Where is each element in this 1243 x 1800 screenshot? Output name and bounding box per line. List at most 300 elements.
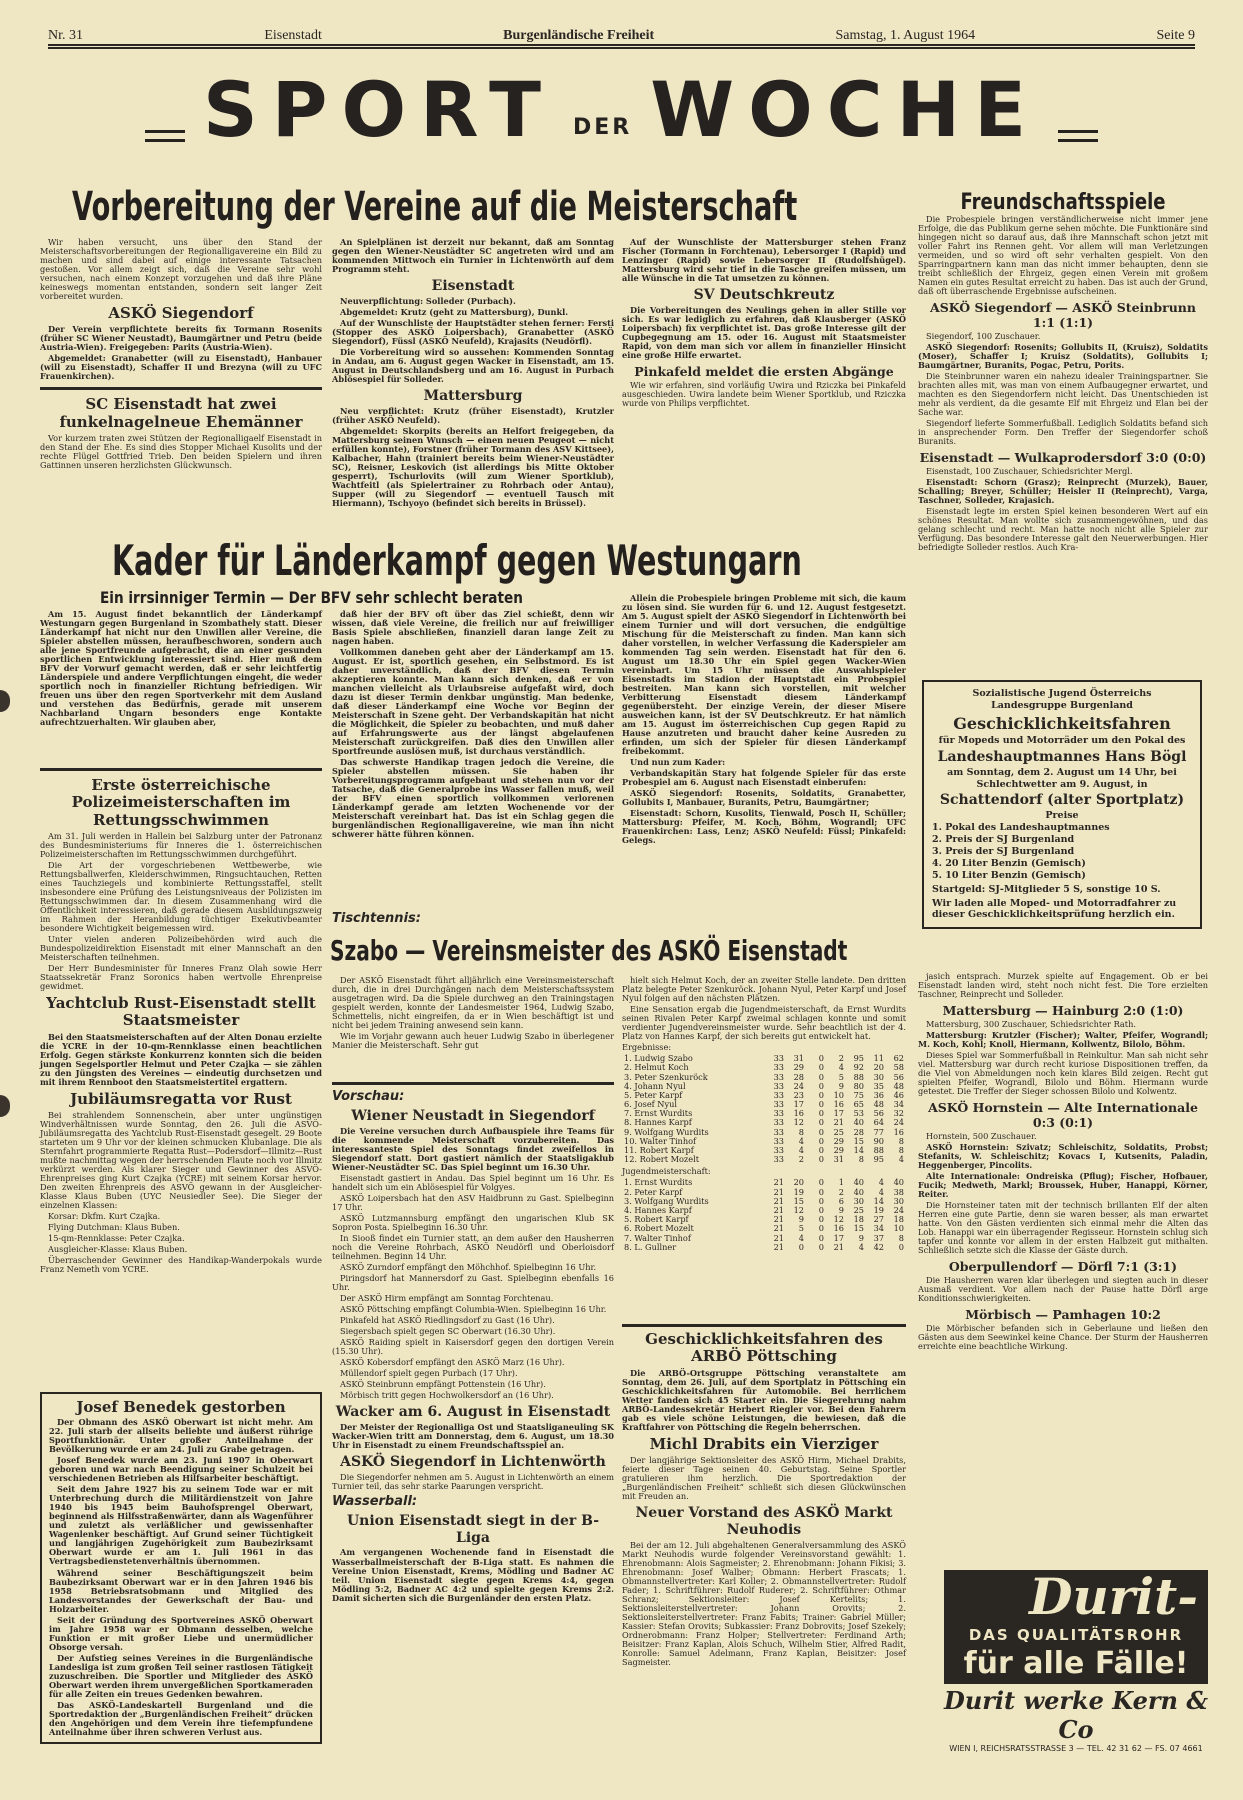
stat-cell: 40: [853, 1177, 864, 1188]
article-title: Neuer Vorstand des ASKÖ Markt Neuhodis: [635, 1504, 893, 1538]
player-name: 3. Peter Szenkuröck: [624, 1071, 708, 1082]
paragraph: ASKÖ Siegendorf: Rosenits, Soldatits, Granabetter, Gollubits I, Manbauer, Buranits, Petru, Baumgärtner;: [622, 788, 906, 808]
stat-cell: 33: [773, 1071, 784, 1082]
results-table: [622, 1054, 906, 1164]
stat-cell: 27: [873, 1214, 884, 1225]
paragraph: Pinkafeld hat ASKÖ Riedlingsdorf zu Gast (16 Uhr).: [340, 1315, 555, 1326]
paragraph: Eisenstadt: Schorn (Grasz); Reinprecht (Murzek), Bauer, Schalling; Breyer, Schüller; Heisler II (Reinprecht), Varga, Taschner, Solleder, Krajasich.: [918, 477, 1208, 506]
stat-cell: 24: [893, 1117, 904, 1128]
kicker-text: Vorschau:: [332, 1089, 405, 1104]
result-line: Ausgleicher-Klasse: Klaus Buben.: [48, 1244, 188, 1255]
paragraph: daß hier der BFV oft über das Ziel schießt, denn wir wissen, daß viele Vereine, die freilich nur auf freiwilliger Basis Spiele abschließen, finanziell daran lange Zeit zu nagen haben.: [332, 609, 614, 647]
stat-cell: 48: [873, 1099, 884, 1110]
stat-cell: 4: [898, 1154, 904, 1165]
paragraph: Der Obmann des ASKÖ Oberwart ist nicht mehr. Am 22. Juli starb der allseits beliebte und äußerst rührige Sportfunktionär. Unter großer Anteilnahme der Bevölkerung wurde er am 24. Juli zu Grabe getragen.: [49, 1417, 313, 1455]
stat-cell: 31: [833, 1154, 844, 1165]
stat-cell: 33: [773, 1145, 784, 1155]
paragraph: Auf der Wunschliste der Mattersburger stehen Franz Fischer (Tormann in Forchtenau), Lebersorger I (Rapid) und Lenzinger (Rapid) sowie Lebersorger II (Rudolfshügel). Mattersburg wird sehr tief in die Tasche greifen müssen, um alle Wünsche in die Tat umsetzen zu können.: [622, 237, 906, 284]
paragraph: Neu verpflichtet: Krutz (früher Eisenstadt), Krutzler (früher ASKÖ Neufeld).: [332, 405, 614, 425]
paragraph: Dieses Spiel war Sommerfußball in Reinkultur. Man sah nicht sehr viel. Mattersburg war durch recht kuriose Dispositionen treffen, da die Viel von Abmeldungen noch kein klares Bild zeigen. Recht gut spielten Pfeifer, Wograndl, Bilolo und Böhm. Hiermann wurde getestet. Die Treffer der Sieger schossen Bilolo und Kolwentz.: [918, 1050, 1208, 1097]
szabo-col2: [332, 976, 614, 1052]
masthead-woche: WOCHE: [650, 64, 1040, 154]
stat-cell: 30: [893, 1195, 904, 1206]
masthead-sport: SPORT: [203, 64, 556, 154]
paragraph: Mörbisch tritt gegen Hochwolkersdorf an (16 Uhr).: [340, 1390, 554, 1401]
paragraph: Abgemeldet: Krutz (geht zu Mattersburg), Dunkl.: [340, 306, 569, 317]
paragraph: Seit dem Jahre 1927 bis zu seinem Tode war er mit Unterbrechung durch die Militärdienstzeit von Jahre 1940 bis 1945 beim Bauhofsprengel Oberwart, beginnend als Hilfsstraßenwärter, dann als Wagenführer und zuletzt als verläßlicher und gewissenhafter Wagenlenker beschäftigt. Auf Grund seiner Tüchtigkeit und langjährigen Zugehörigkeit zum Baubezirksamt Oberwart wurde er am 1. Juli 1961 in das Vertragsbedienstetenverhältnis übernommen.: [49, 1484, 313, 1567]
stat-cell: 23: [793, 1089, 804, 1100]
stat-cell: 65: [853, 1099, 864, 1110]
paragraph: Mattersburg: Krutzler (Fischer); Walter, Pfeifer, Wograndl; M. Koch, Kohl; Knoll, Hiermann, Kollwentz, Bilolo, Böhm.: [918, 1030, 1208, 1050]
column3-lower: [622, 1322, 906, 1669]
stat-cell: 4: [798, 1145, 804, 1155]
stat-cell: 0: [818, 1186, 824, 1197]
paragraph: Wie wir erfahren, sind vorläufig Uwira und Rziczka bei Pinkafeld ausgeschieden. Uwira landete beim Wiener Sportklub, und Rziczka wurde von Philips verpflichtet.: [622, 379, 906, 408]
stat-cell: 0: [818, 1117, 824, 1128]
player-name: 1. Ludwig Szabo: [624, 1053, 693, 1064]
paragraph: Bei der am 12. Juli abgehaltenen Generalversammlung des ASKÖ Markt Neuhodis wurde folgender Vereinsvorstand gewählt: 1. Ehrenobmann: Alois Sagmeister; 2. Ehrenobmann: Johann Fikisi; 3. Ehrenobmann: Josef Walber; Obmann: Herbert Frascats; 1. Obmannstellvertreter: Karl Koller; 2. Obmannstellvertreter: Rudolf Fader; 1. Schriftführer: Rudolf Ruderer; 2. Schriftführer: Othmar Schranz; Sektionsleiter: Josef Kertelits; 1. Sektionsleiterstellvertreter: Johann Orovits; 2. Sektionsleiterstellvertreter: Franz Fabits; Trainer: Gabriel Müller; Kassier: Stefan Orovits; Subkassier: Franz Dobrovits; Josef Szekely; Ordnerobmann: Franz Holper; Stellvertreter: Ferdinand Arth; Beisitzer: Franz Kaplan, Alois Schuch, Wilhelm Stier, Alfred Radit, Konrolle: Samuel Adelmann, Franz Kaplan, Beisitzer: Josef Sagmeister.: [622, 1539, 906, 1667]
paragraph: Abgemeldet: Granabetter (will zu Eisenstadt), Hanbauer (will zu Eisenstadt), Schaffer II und Brezyna (will zu UFC Frauenkirchen).: [40, 353, 322, 382]
stat-cell: 21: [773, 1232, 784, 1243]
section-title: Mattersburg: [423, 388, 523, 404]
stat-cell: 46: [893, 1089, 904, 1100]
paragraph: Die Steinbrunner waren ein nahezu idealer Trainingspartner. Sie brachten alles mit, was man von einem Aufbaugegner erwartet, und machten es den Siegendorfern nicht leicht. Das Unentschieden ist mehr als verdient, da die gesamte Elf mit Ehrgeiz und Elan bei der Sache war.: [918, 371, 1208, 418]
match-title: Mörbisch — Pamhagen 10:2: [965, 1307, 1161, 1323]
article-title: Wacker am 6. August in Eisenstadt: [335, 1404, 611, 1421]
stat-cell: 0: [818, 1135, 824, 1146]
stat-cell: 0: [818, 1154, 824, 1165]
player-name: 2. Helmut Koch: [624, 1062, 689, 1073]
section-title: ASKÖ Siegendorf: [108, 304, 254, 323]
paragraph: Mattersburg, 300 Zuschauer, Schiedsrichter Rath.: [926, 1019, 1136, 1030]
stat-cell: 4: [858, 1241, 864, 1252]
stat-cell: 14: [853, 1145, 864, 1155]
ad-title: Geschicklichkeitsfahren: [953, 713, 1171, 733]
match-title: Mattersburg — Hainburg 2:0 (1:0): [942, 1003, 1184, 1019]
paragraph: Piringsdorf hat Mannersdorf zu Gast. Spielbeginn ebenfalls 16 Uhr.: [332, 1273, 614, 1293]
sj-event-ad: [922, 680, 1202, 929]
paragraph: Die ARBÖ-Ortsgruppe Pöttsching veranstaltete am Sonntag, dem 26. Juli, auf dem Sportplatz in Pöttsching ein Geschicklichkeitsfahren für Automobile. Bei herrlichem Wetter fanden sich 45 Starter ein. Die Siegerehrung nahm ARBÖ-Landessekretär Herbert Riegler vor. Bei den Fahrern gab es viele schöne Leistungen, die bewiesen, daß die Kraftfahrer von Pöttsching die Regeln beherrschen.: [622, 1367, 906, 1432]
stat-cell: 40: [853, 1117, 864, 1128]
paragraph: Bei strahlendem Sonnenschein, aber unter ungünstigen Windverhältnissen wurde Sonntag, den 26. Juli die ASVÖ-Jubiläumsregatta des Yachtclub Rust-Eisenstadt gesegelt. 29 Boote starteten um 9 Uhr vor der kleinen schmucken Klubanlage. Die als Sternfahrt programmierte Regatta Rust—Podersdorf—Illmitz—Rust mußte nachmittag wegen der herrschenden Flaute noch vor Illmitz verkürzt werden. Als klarer Sieger und Gewinner des ASVÖ-Ehrenpreises ging Kurt Czajka (YCRE) mit seinem Korsar hervor. Den zweiten Ehrenpreis des ASVÖ gewann in der Ausgleicher-Klasse Klaus Buben (UYC Neusiedler See). Die Sieger der einzelnen Klassen:: [40, 1109, 322, 1211]
result-line: Flying Dutchman: Klaus Buben.: [48, 1222, 180, 1233]
ad-org: Landesgruppe Burgenland: [991, 699, 1133, 711]
friendly-games-bottom: [918, 972, 1208, 1353]
kader-headline: [112, 536, 832, 585]
ad-patron: Landeshauptmannes Hans Bögl: [937, 748, 1187, 765]
paragraph: Müllendorf spielt gegen Purbach (17 Uhr).: [340, 1368, 518, 1379]
paragraph: Eisenstadt, 100 Zuschauer, Schiedsrichter Mergl.: [926, 466, 1133, 477]
stat-cell: 40: [853, 1186, 864, 1197]
stat-cell: 0: [818, 1223, 824, 1234]
paragraph: Der ASKÖ Eisenstadt führt alljährlich eine Vereinsmeisterschaft durch, die in drei Durchgängen nach dem Meisterschaftssystem ausgetragen wird. Da die Spiele durchweg an den Trainingstagen gespielt werden, konnte der Landesmeister 1964, Ludwig Szabo, Schmettelis, nicht eingreifen, da er in Wien beschäftigt ist und nicht bei jedem Training anwesend sein kann.: [332, 975, 614, 1031]
stat-cell: 64: [873, 1117, 884, 1128]
ad-address: WIEN I, REICHSRATSSTRASSE 3 — TEL. 42 31 62 — FS. 07 4661: [949, 1743, 1203, 1753]
stat-cell: 0: [818, 1080, 824, 1091]
stat-cell: 35: [873, 1080, 884, 1091]
stat-cell: 80: [853, 1080, 864, 1091]
stat-cell: 40: [893, 1177, 904, 1188]
stat-cell: 16: [793, 1108, 804, 1119]
stat-cell: 95: [873, 1154, 884, 1165]
stat-cell: 18: [893, 1214, 904, 1225]
stat-cell: 15: [853, 1223, 864, 1234]
stat-cell: 21: [773, 1186, 784, 1197]
stat-cell: 48: [893, 1080, 904, 1091]
paragraph: Der Herr Bundesminister für Inneres Franz Olah sowie Herr Staatssekretär Franz Soronics haben wertvolle Ehrenpreise gewidmet.: [40, 962, 322, 991]
stat-cell: 0: [818, 1195, 824, 1206]
ad-subtitle: für Mopeds und Motorräder um den Pokal des: [938, 734, 1186, 746]
stat-cell: 21: [773, 1177, 784, 1188]
decor-bars: [145, 130, 185, 142]
paragraph: Siegendorf, 100 Zuschauer.: [926, 331, 1041, 342]
kader-col2: [332, 610, 614, 841]
stat-cell: 12: [793, 1204, 804, 1215]
stat-cell: 30: [873, 1071, 884, 1082]
stat-cell: 28: [793, 1071, 804, 1082]
paragraph: ASKÖ Kobersdorf empfängt den ASKÖ Marz (16 Uhr).: [340, 1357, 565, 1368]
paragraph: Unter vielen anderen Polizeibehörden wird auch die Bundespolizeidirektion Eisenstadt mit einer Mannschaft an den Meisterschaften teilnehmen.: [40, 933, 322, 962]
benedek-obituary-box: [40, 1392, 322, 1744]
ad-prize: 3. Preis der SJ Burgenland: [932, 846, 1075, 857]
stat-cell: 21: [833, 1117, 844, 1128]
player-name: 8. Hannes Karpf: [624, 1117, 692, 1128]
ad-dark-panel: [944, 1567, 1208, 1684]
subhead-text: Ein irrsinniger Termin — Der BFV sehr schlecht beraten: [100, 588, 523, 607]
player-name: 10. Walter Tinhof: [624, 1135, 697, 1146]
player-name: 6. Josef Nyul: [624, 1099, 677, 1110]
paragraph: An Spielplänen ist derzeit nur bekannt, daß am Sonntag gegen den Wiener-Neustädter SC angetreten wird und am kommenden Mittwoch ein Turnier in Lichtenwörth auf dem Programm steht.: [332, 237, 614, 275]
stat-cell: 11: [873, 1053, 884, 1064]
stat-cell: 0: [818, 1062, 824, 1073]
stat-cell: 9: [838, 1204, 844, 1215]
headline-text: Vorbereitung der Vereine auf die Meisterschaft: [72, 184, 798, 230]
article-title: Yachtclub Rust-Eisenstadt stellt Staatsmeister: [46, 994, 316, 1030]
stat-cell: 0: [818, 1108, 824, 1119]
paragraph: Abgemeldet: Skorpits (bereits an Helfort freigegeben, da Mattersburg seinen Wunsch — einen neuen Peugeot — nicht erfüllen konnte), Forstner (früher Tormann des ASV Kittsee), Kalbacher, Hahn (trainiert bereits beim Wiener-Neustädter SC), Reisner, Leskovich (ist allerdings bis Mitte Oktober gesperrt), Tschurlovits (will zum Wiener Sportklub), Wachtfeitl (als Spielertrainer zu Rohrbach oder Antau), Supper (will zu Siegendorf — eventuell Tausch mit Hiermann), Tschyoyo (befindet sich bereits in Brüssel).: [332, 425, 614, 508]
stat-cell: 88: [853, 1071, 864, 1082]
stat-cell: 9: [838, 1080, 844, 1091]
divider: [622, 1324, 906, 1327]
stat-cell: 32: [893, 1108, 904, 1119]
stat-cell: 33: [773, 1053, 784, 1064]
stat-cell: 92: [853, 1062, 864, 1073]
results-label: Ergebnisse:: [622, 1042, 672, 1053]
stat-cell: 36: [873, 1089, 884, 1100]
paragraph: ASKÖ Raiding spielt in Kaisersdorf gegen den dortigen Verein (15.30 Uhr).: [332, 1337, 614, 1357]
stat-cell: 10: [833, 1089, 844, 1100]
article-title: Josef Benedek gestorben: [76, 1398, 286, 1416]
stat-cell: 38: [893, 1186, 904, 1197]
column1-lower: [40, 762, 322, 1276]
city: Eisenstadt: [264, 28, 322, 43]
paragraph: Eisenstadt gastiert in Andau. Das Spiel beginnt um 16 Uhr. Es handelt sich um ein Ablösespiel für Volgyes.: [332, 1172, 614, 1192]
masthead-der: DER: [573, 115, 633, 140]
stat-cell: 0: [818, 1232, 824, 1243]
ad-invite: Wir laden alle Moped- und Motorradfahrer zu dieser Geschicklichkeitsprüfung herzlich ein.: [932, 897, 1177, 921]
header-rule: [48, 44, 1195, 49]
player-name: 12. Robert Mozelt: [624, 1154, 699, 1165]
paragraph: jasich entsprach. Murzek spielte auf Engagement. Ob er bei Eisenstadt landen wird, steht noch nicht fest. Die Tore erzielten Taschner, Reinprecht und Solleder.: [918, 971, 1208, 1000]
stat-cell: 17: [793, 1099, 804, 1110]
stat-cell: 0: [818, 1053, 824, 1064]
player-name: 11. Robert Karpf: [624, 1145, 694, 1155]
ad-tagline: DAS QUALITÄTSROHR: [968, 1626, 1184, 1644]
decor-bars: [1058, 130, 1098, 142]
article-title: Jubiläumsregatta vor Rust: [70, 1089, 292, 1108]
stat-cell: 0: [818, 1089, 824, 1100]
paragraph: Das ASKÖ-Landeskartell Burgenland und die Sportredaktion der „Burgenländischen Freiheit“ drücken den Angehörigen und dem Verein ihre tiefempfundene Anteilnahme über ihren schweren Verlust aus.: [49, 1699, 313, 1737]
stat-cell: 29: [793, 1062, 804, 1073]
masthead: [48, 64, 1195, 154]
ad-date: am Sonntag, dem 2. August um 14 Uhr, bei Schlechtwetter am 9. August, in: [947, 766, 1177, 790]
player-name: 3. Wolfgang Wurdits: [624, 1195, 709, 1206]
page-header: [48, 14, 1195, 44]
stat-cell: 21: [773, 1241, 784, 1252]
player-name: 1. Ernst Wurdits: [624, 1177, 693, 1188]
paragraph: ASKÖ Steinbrunn empfängt Pottenstein (16 Uhr).: [340, 1379, 546, 1390]
paragraph: Die Hausherren waren klar überlegen und siegten auch in dieser Ausmaß verdient. Vor allem nach der Pause hatte Dörfl arge Konditionsschwierigkeiten.: [918, 1275, 1208, 1304]
ad-slogan: für alle Fälle!: [963, 1646, 1189, 1681]
player-name: 7. Ernst Wurdits: [624, 1108, 693, 1119]
paragraph: Verbandskapitän Stary hat folgende Spieler für das erste Probespiel am 6. August nach Eisenstadt einberufen:: [622, 768, 906, 788]
stat-cell: 28: [853, 1126, 864, 1137]
ad-prize: 5. 10 Liter Benzin (Gemisch): [932, 869, 1086, 881]
paragraph: Josef Benedek wurde am 23. Juni 1907 in Oberwart geboren und war nach Beendigung seiner Schulzeit bei verschiedenen Betrieben als Hilfsarbeiter beschäftigt.: [49, 1455, 313, 1484]
stat-cell: 2: [798, 1154, 804, 1165]
paragraph: Der ASKÖ Hirm empfängt am Sonntag Forchtenau.: [340, 1293, 554, 1304]
stat-cell: 31: [793, 1053, 804, 1064]
stat-cell: 17: [833, 1108, 844, 1119]
stat-cell: 5: [838, 1071, 844, 1082]
column2-lower: [332, 1078, 614, 1605]
paragraph: Und nun zum Kader:: [630, 757, 726, 768]
stat-cell: 34: [873, 1223, 884, 1234]
stat-cell: 42: [873, 1241, 884, 1252]
divider: [332, 1082, 614, 1085]
stat-cell: 33: [773, 1117, 784, 1128]
stat-cell: 0: [898, 1241, 904, 1252]
paragraph: In Siooß findet ein Turnier statt, an dem außer den Hausherren noch die Vereine Rohrbach, ASKÖ Neudörfl und Oberloisdorf teilnehmen. Beginn 14 Uhr.: [332, 1232, 614, 1261]
stat-cell: 8: [898, 1232, 904, 1243]
paragraph: Am 15. August findet bekanntlich der Länderkampf Westungarn gegen Burgenland in Szombathely statt. Dieser Länderkampf hat nicht nur den Unwillen aller Vereine, die Spieler abstellen müssen, heraufbeschworen, sondern auch alle jene Sportfreunde aufgebracht, die an einer gesunden sportlichen Entwicklung interessiert sind. Hier muß dem BFV der Vorwurf gemacht werden, daß er sehr leichtfertig Länderspiele und andere Verpflichtungen eingeht, die weder sportlich noch in finanzieller Richtung befriedigen. Wir freuen uns über den regen Sportverkehr mit dem Ausland und verstehen das Bedürfnis, gerade mit unserem Nachbarland Ungarn besonders enge Kontakte aufrechtzuerhalten. Wir glauben aber,: [40, 609, 322, 728]
youth-results-table: [622, 1178, 906, 1252]
ad-prize: 4. 20 Liter Benzin (Gemisch): [932, 857, 1086, 869]
stat-cell: 90: [873, 1135, 884, 1146]
paragraph: Die Vorbereitung wird so aussehen: Kommenden Sonntag in Andau, am 6. August gegen Wacker in Eisenstadt, am 15. August in Deutschlandsberg und am 16. August in Purbach Ablösespiel für Solleder.: [332, 346, 614, 384]
headline-text: Freundschaftsspiele: [960, 190, 1166, 215]
section-title: SV Deutschkreutz: [693, 287, 835, 304]
stat-cell: 25: [833, 1126, 844, 1137]
player-name: 8. L. Gullner: [624, 1241, 677, 1252]
stat-cell: 0: [818, 1099, 824, 1110]
stat-cell: 33: [773, 1154, 784, 1165]
kader-col1: [40, 610, 322, 729]
player-name: 9. Wolfgang Wurdits: [624, 1126, 709, 1137]
stat-cell: 20: [873, 1062, 884, 1073]
stat-cell: 0: [798, 1241, 804, 1252]
stat-cell: 0: [818, 1204, 824, 1215]
paragraph: Die Art der vorgeschriebenen Wettbewerbe, wie Rettungsballwerfen, Kleiderschwimmen, Ringsuchtauchen, Retten eines Tauchziegels und kombinierte Rettungsstaffel, stellt insbesondere eine Prüfung des Leistungsniveaus der Polizisten im Rettungsschwimmen dar. In diesem Zusammenhang wird die Öffentlichkeit interessieren, daß gerade diesem Ausbildungszweig im Rahmen der Heranbildung tüchtiger Exekutivbeamter besondere Wichtigkeit beigemessen wird.: [40, 859, 322, 933]
paragraph: Die Vorbereitungen des Neulings gehen in aller Stille vor sich. Es war lediglich zu erfahren, daß Klausberger (ASKÖ Loipersbach) fix verpflichtet ist. Das große Interesse gilt der Cupbegegnung am 15. oder 16. August mit Staatsmeister Rapid, von dem man sich vor allem in finanzieller Hinsicht eine große Hilfe erwartet.: [622, 304, 906, 360]
section-title: Pinkafeld meldet die ersten Abgänge: [634, 363, 894, 379]
stat-cell: 19: [793, 1186, 804, 1197]
paragraph: Der Verein verpflichtete bereits fix Tormann Rosenits (früher SC Wiener Neustadt), Baumgärtner und Petru (beide Austria-Wien). Freigegeben: Parits (Austria-Wien).: [40, 324, 322, 353]
stat-cell: 10: [893, 1223, 904, 1234]
article-title: ASKÖ Siegendorf in Lichtenwörth: [340, 1454, 606, 1471]
stat-cell: 88: [873, 1145, 884, 1155]
paragraph: Der Meister der Regionalliga Ost und Staatsliganeuling SK Wacker-Wien tritt am Donnerstag, dem 6. August, um 18.30 Uhr in Eisenstadt zu einem Freundschaftsspiel an.: [332, 1422, 614, 1451]
stat-cell: 16: [893, 1126, 904, 1137]
paragraph: Auf der Wunschliste der Hauptstädter stehen ferner: Fersti (Stopper des ASKÖ Loipersbach), Granabetter (ASKÖ Siegendorf), Füssl (ASKÖ Neufeld), Krajasits (Neudörfl).: [332, 317, 614, 346]
ad-location: Schattendorf (alter Sportplatz): [939, 792, 1185, 809]
paragraph: Alte Internationale: Ondreiska (Pflug); Fischer, Hofbauer, Fucik; Medweth, Markl; Broussek, Huber, Hanappi, Körner, Reiter.: [918, 1171, 1208, 1200]
divider: [40, 768, 322, 771]
stat-cell: 8: [898, 1135, 904, 1146]
headline-text: Szabo — Vereinsmeister des ASKÖ Eisenstadt: [330, 934, 848, 967]
paragraph: Der langjährige Sektionsleiter des ASKÖ Hirm, Michael Drabits, feierte dieser Tage seinen 40. Geburtstag. Seine Sportler gratulieren ihm herzlich. Die Sportredaktion der „Burgenländischen Freiheit“ schließt sich diesen Glückwünschen mit Freuden an.: [622, 1454, 906, 1501]
stat-cell: 17: [833, 1232, 844, 1243]
match-title: ASKÖ Siegendorf — ASKÖ Steinbrunn 1:1 (1:1): [930, 300, 1196, 331]
ad-fee: Startgeld: SJ-Mitglieder 5 S, sonstige 10 S.: [932, 883, 1161, 895]
stat-cell: 53: [853, 1108, 864, 1119]
player-name: 4. Johann Nyul: [624, 1080, 686, 1091]
kader-col3: [622, 594, 906, 847]
stat-cell: 2: [838, 1053, 844, 1064]
paper-name: Burgenländische Freiheit: [503, 28, 655, 43]
stat-cell: 77: [873, 1126, 884, 1137]
article-title: Michl Drabits ein Vierziger: [649, 1434, 879, 1453]
paragraph: Siegendorf lieferte Sommerfußball. Lediglich Soldatits befand sich in ansprechender Form. Den Treffer der Siegendorfer schoß Buranits.: [918, 418, 1208, 447]
paragraph: Am 31. Juli werden in Hallein bei Salzburg unter der Patronanz des Bundesministeriums für Inneres die 1. österreichischen Polizeimeisterschaften im Rettungsschwimmen durchgeführt.: [40, 830, 322, 859]
stat-cell: 0: [818, 1126, 824, 1137]
stat-cell: 5: [798, 1223, 804, 1234]
lead-headline: [72, 184, 872, 230]
paragraph: hielt sich Helmut Koch, der an zweiter Stelle landete. Den dritten Platz belegte Peter Szenkuröck. Johann Nyul, Peter Karpf und Josef Nyul folgen auf den nächsten Plätzen.: [622, 975, 906, 1004]
kader-subhead: [100, 588, 600, 607]
stat-cell: 25: [853, 1204, 864, 1215]
stat-cell: 2: [838, 1186, 844, 1197]
paragraph: Die Vereine versuchen durch Aufbauspiele ihre Teams für die kommende Meisterschaft vorzubereiten. Das interessanteste Spiel des Sonntags findet zweifellos in Siegendorf statt. Dort gastiert nämlich der Staatsligaklub Wiener-Neustädter SC. Das Spiel beginnt um 16.30 Uhr.: [332, 1125, 614, 1172]
results-row: [622, 1243, 906, 1252]
paragraph: Hornstein, 500 Zuschauer.: [926, 1131, 1037, 1142]
paragraph: Vollkommen daneben geht aber der Länderkampf am 15. August. Er ist, sportlich gesehen, ein Selbstmord. Es ist daher unverständlich, daß der BFV diesen Termin akzeptieren konnte. Man kann sich denken, daß er von manchen vielleicht als Urlaubsreise aufgefaßt wird, doch dazu ist dieser Termin denkbar ungünstig. Man bedenke, daß dieser Länderkampf eine Woche vor Beginn der Meisterschaft in Szene geht. Der Verbandskapitän hat nicht die Möglichkeit, die Spieler zu beobachten, und muß daher auf Erfahrungswerte aus der längst abgelaufenen Meisterschaft zurückgreifen. Daß dies den Unwillen aller Sportfreunde auslösen muß, ist durchaus verständlich.: [332, 647, 614, 757]
paragraph: Die Hornsteiner taten mit der technisch brillanten Elf der alten Herren eine gute Partie, denn sie waren besser, als man erwartet hatte. Von den Gästen verdienten sich einmal mehr die Alten das Lob. Hanappi war ein überragender Regisseur. Hornstein schlug sich tapfer und konnte vor allem in der ersten Halbzeit gut mithalten. Schließlich setzte sich die Klasse der Gäste durch.: [918, 1200, 1208, 1256]
stat-cell: 0: [818, 1071, 824, 1082]
stat-cell: 8: [858, 1154, 864, 1165]
youth-label: Jugendmeisterschaft:: [622, 1166, 711, 1177]
stat-cell: 56: [893, 1071, 904, 1082]
stat-cell: 16: [833, 1223, 844, 1234]
paragraph: Eine Sensation ergab die Jugendmeisterschaft, da Ernst Wurdits seinen Rivalen Peter Karpf zweimal schlagen konnte und somit verdienter Jugendvereinsmeister wurde. Sehr beachtlich ist der 4. Platz von Hannes Karpf, der sich bereits gut entwickelt hat.: [622, 1004, 906, 1042]
stat-cell: 58: [893, 1062, 904, 1073]
stat-cell: 4: [878, 1177, 884, 1188]
stat-cell: 16: [833, 1099, 844, 1110]
article-title: Union Eisenstadt siegt in der B-Liga: [346, 1512, 600, 1546]
paragraph: Überraschender Gewinner des Handikap-Wanderpokals wurde Franz Nemeth vom YCRE.: [40, 1255, 322, 1275]
stat-cell: 8: [898, 1145, 904, 1155]
article-title: SC Eisenstadt hat zwei funkelnagelneue Ehemänner: [59, 395, 303, 431]
results-row: [622, 1155, 906, 1164]
player-name: 4. Hannes Karpf: [624, 1204, 692, 1215]
headline-text: Kader für Länderkampf gegen Westungarn: [112, 536, 802, 585]
stat-cell: 33: [773, 1099, 784, 1110]
paragraph: ASKÖ Zurndorf empfängt den Möhchhof. Spielbeginn 16 Uhr.: [340, 1262, 597, 1273]
match-title: Eisenstadt — Wulkaprodersdorf 3:0 (0:0): [919, 450, 1207, 466]
punch-hole: [0, 690, 10, 712]
stat-cell: 18: [853, 1214, 864, 1225]
paragraph: Die Probespiele bringen verständlicherweise nicht immer jene Erfolge, die das Publikum gerne sehen möchte. Die Funktionäre sind hingegen nicht so darauf aus, daß ihre Mannschaft schon jetzt mit voller Fahrt ins Rennen geht. Vor allem will man Verletzungen vermeiden, und so wird oft sehr verhalten gespielt. Von den Sparringpartnern kann man das nicht immer behaupten, denn sie treibt schließlich der Ehrgeiz, gegen einen Verein mit großem Namen ein gutes Resultat erreicht zu haben. Das ist auch der Grund, daß oft überraschende Ergebnisse aufscheinen.: [918, 214, 1208, 297]
stat-cell: 19: [873, 1204, 884, 1215]
paragraph: Seit der Gründung des Sportvereines ASKÖ Oberwart im Jahre 1958 war er Obmann desselben, welche Funktion er mit großer Liebe und unermüdlicher Obsorge versah.: [49, 1614, 313, 1652]
stat-cell: 95: [853, 1053, 864, 1064]
paragraph: Siegersbach spielt gegen SC Oberwart (16.30 Uhr).: [340, 1326, 556, 1337]
player-name: 2. Peter Karpf: [624, 1186, 683, 1197]
punch-hole: [0, 1095, 10, 1117]
durit-advertisement: [944, 1567, 1209, 1753]
stat-cell: 33: [773, 1080, 784, 1091]
stat-cell: 29: [833, 1135, 844, 1146]
player-name: 7. Walter Tinhof: [624, 1232, 691, 1243]
stat-cell: 14: [873, 1195, 884, 1206]
stat-cell: 0: [818, 1145, 824, 1155]
szabo-headline: [330, 934, 900, 967]
stat-cell: 29: [833, 1145, 844, 1155]
match-title: ASKÖ Hornstein — Alte Internationale 0:3 (0:1): [928, 1100, 1198, 1131]
paragraph: Das schwerste Handikap tragen jedoch die Vereine, die Spieler abstellen müssen. Sie haben ihr Vorbereitungsprogramm aufgebaut und stehen nun vor der Tatsache, daß die Generalprobe ins Wasser fallen muß, weil der BFV einen sportlich vollkommen verlorenen Länderkampf gerade am letzten Wochenende vor der Meisterschaft vereinbart hat. Das ist ein Schlag gegen die burgenländischen Regionalligavereine, wie man ihn nicht schwerer hätte führen können.: [332, 757, 614, 840]
ad-org: Sozialistische Jugend Österreichs: [972, 688, 1152, 699]
szabo-col3: [622, 976, 906, 1252]
divider: [40, 387, 322, 390]
issue-number: Nr. 31: [48, 28, 83, 43]
stat-cell: 21: [773, 1223, 784, 1234]
player-name: 5. Robert Karpf: [624, 1214, 689, 1225]
stat-cell: 24: [893, 1204, 904, 1215]
paragraph: Eisenstadt legte im ersten Spiel keinen besonderen Wert auf ein schönes Resultat. Man wollte sich zusammengewöhnen, und das gelang schlecht und recht. Man hatte noch nicht alle Spieler zur Verfügung. Das besondere Interesse galt den Neuerwerbungen. Hier befriedigte Solleder restlos. Auch Kra-: [918, 506, 1208, 553]
stat-cell: 34: [893, 1099, 904, 1110]
paragraph: Bei den Staatsmeisterschaften auf der Alten Donau erzielte die YCRE in der 10-qm-Rennklasse einen beachtlichen Erfolg. Gegen stärkste Konkurrenz konnten sich die beiden jungen Segelsportler Helmut und Peter Czajka — sie zählen zu den Jüngsten des Vereines — eindeutig durchsetzen und mit ihrem Rennboot den Staatsmeistertitel ergattern.: [40, 1031, 322, 1087]
stat-cell: 4: [798, 1135, 804, 1146]
stat-cell: 56: [873, 1108, 884, 1119]
paragraph: Am vergangenen Wochenende fand in Eisenstadt die Wasserballmeisterschaft der B-Liga statt. Es nahmen die Vereine Union Eisenstadt, Krems, Mödling und Badner AC teil. Union Eisenstadt siegte gegen Krems 4:4, gegen Mödling 5:2, Badner AC 4:2 und spielte gegen Krems 2:2. Damit sicherten sich die Burgenländer den ersten Platz.: [332, 1547, 614, 1603]
stat-cell: 4: [838, 1062, 844, 1073]
result-line: 15-qm-Rennklasse: Peter Czajka.: [48, 1233, 185, 1244]
article-lead-col2: [332, 238, 614, 510]
stat-cell: 30: [853, 1195, 864, 1206]
stat-cell: 20: [793, 1177, 804, 1188]
ad-prize: 2. Preis der SJ Burgenland: [932, 834, 1075, 846]
date: Samstag, 1. August 1964: [835, 28, 976, 43]
ad-prizes-label: Preise: [1045, 810, 1079, 822]
tischtennis-kicker: [332, 908, 612, 929]
stat-cell: 12: [833, 1214, 844, 1225]
paragraph: Während seiner Beschäftigungszeit beim Baubezirksamt Oberwart war er in den Jahren 1946 bis 1958 Betriebsratsobmann und Mitglied des Landesvorstandes der Gewerkschaft der Bau- und Holzarbeiter.: [49, 1567, 313, 1614]
stat-cell: 33: [773, 1089, 784, 1100]
paragraph: Neuverpflichtung: Solleder (Purbach).: [340, 295, 516, 306]
paragraph: ASKÖ Siegendorf: Rosenits; Gollubits II, (Kruisz), Soldatits (Moser), Schaffer I; Kruisz (Soldatits), Gollubits I; Baumgärtner, Buranits, Pogac, Petru, Porits.: [918, 342, 1208, 371]
paragraph: Wir haben versucht, uns über den Stand der Meisterschaftsvorbereitungen der Regionalligavereine ein Bild zu machen und sind dabei auf einige interessante Tatsachen gestoßen. Vor allem zeigt sich, daß die Vereine sehr wohl versuchen, nach einem Konzept vorzugehen und daß ihre Pläne keineswegs momentan entstanden, sondern seit langer Zeit vorbereitet wurden.: [40, 237, 322, 302]
kicker-text: Wasserball:: [332, 1493, 418, 1509]
article-lead-intro: [40, 238, 322, 472]
stat-cell: 21: [773, 1204, 784, 1215]
stat-cell: 15: [853, 1135, 864, 1146]
result-line: Korsar: Dkfm. Kurt Czajka.: [48, 1211, 161, 1222]
stat-cell: 8: [798, 1126, 804, 1137]
stat-cell: 9: [798, 1214, 804, 1225]
section-title: Eisenstadt: [431, 278, 515, 295]
stat-cell: 24: [793, 1080, 804, 1091]
stat-cell: 6: [838, 1195, 844, 1206]
